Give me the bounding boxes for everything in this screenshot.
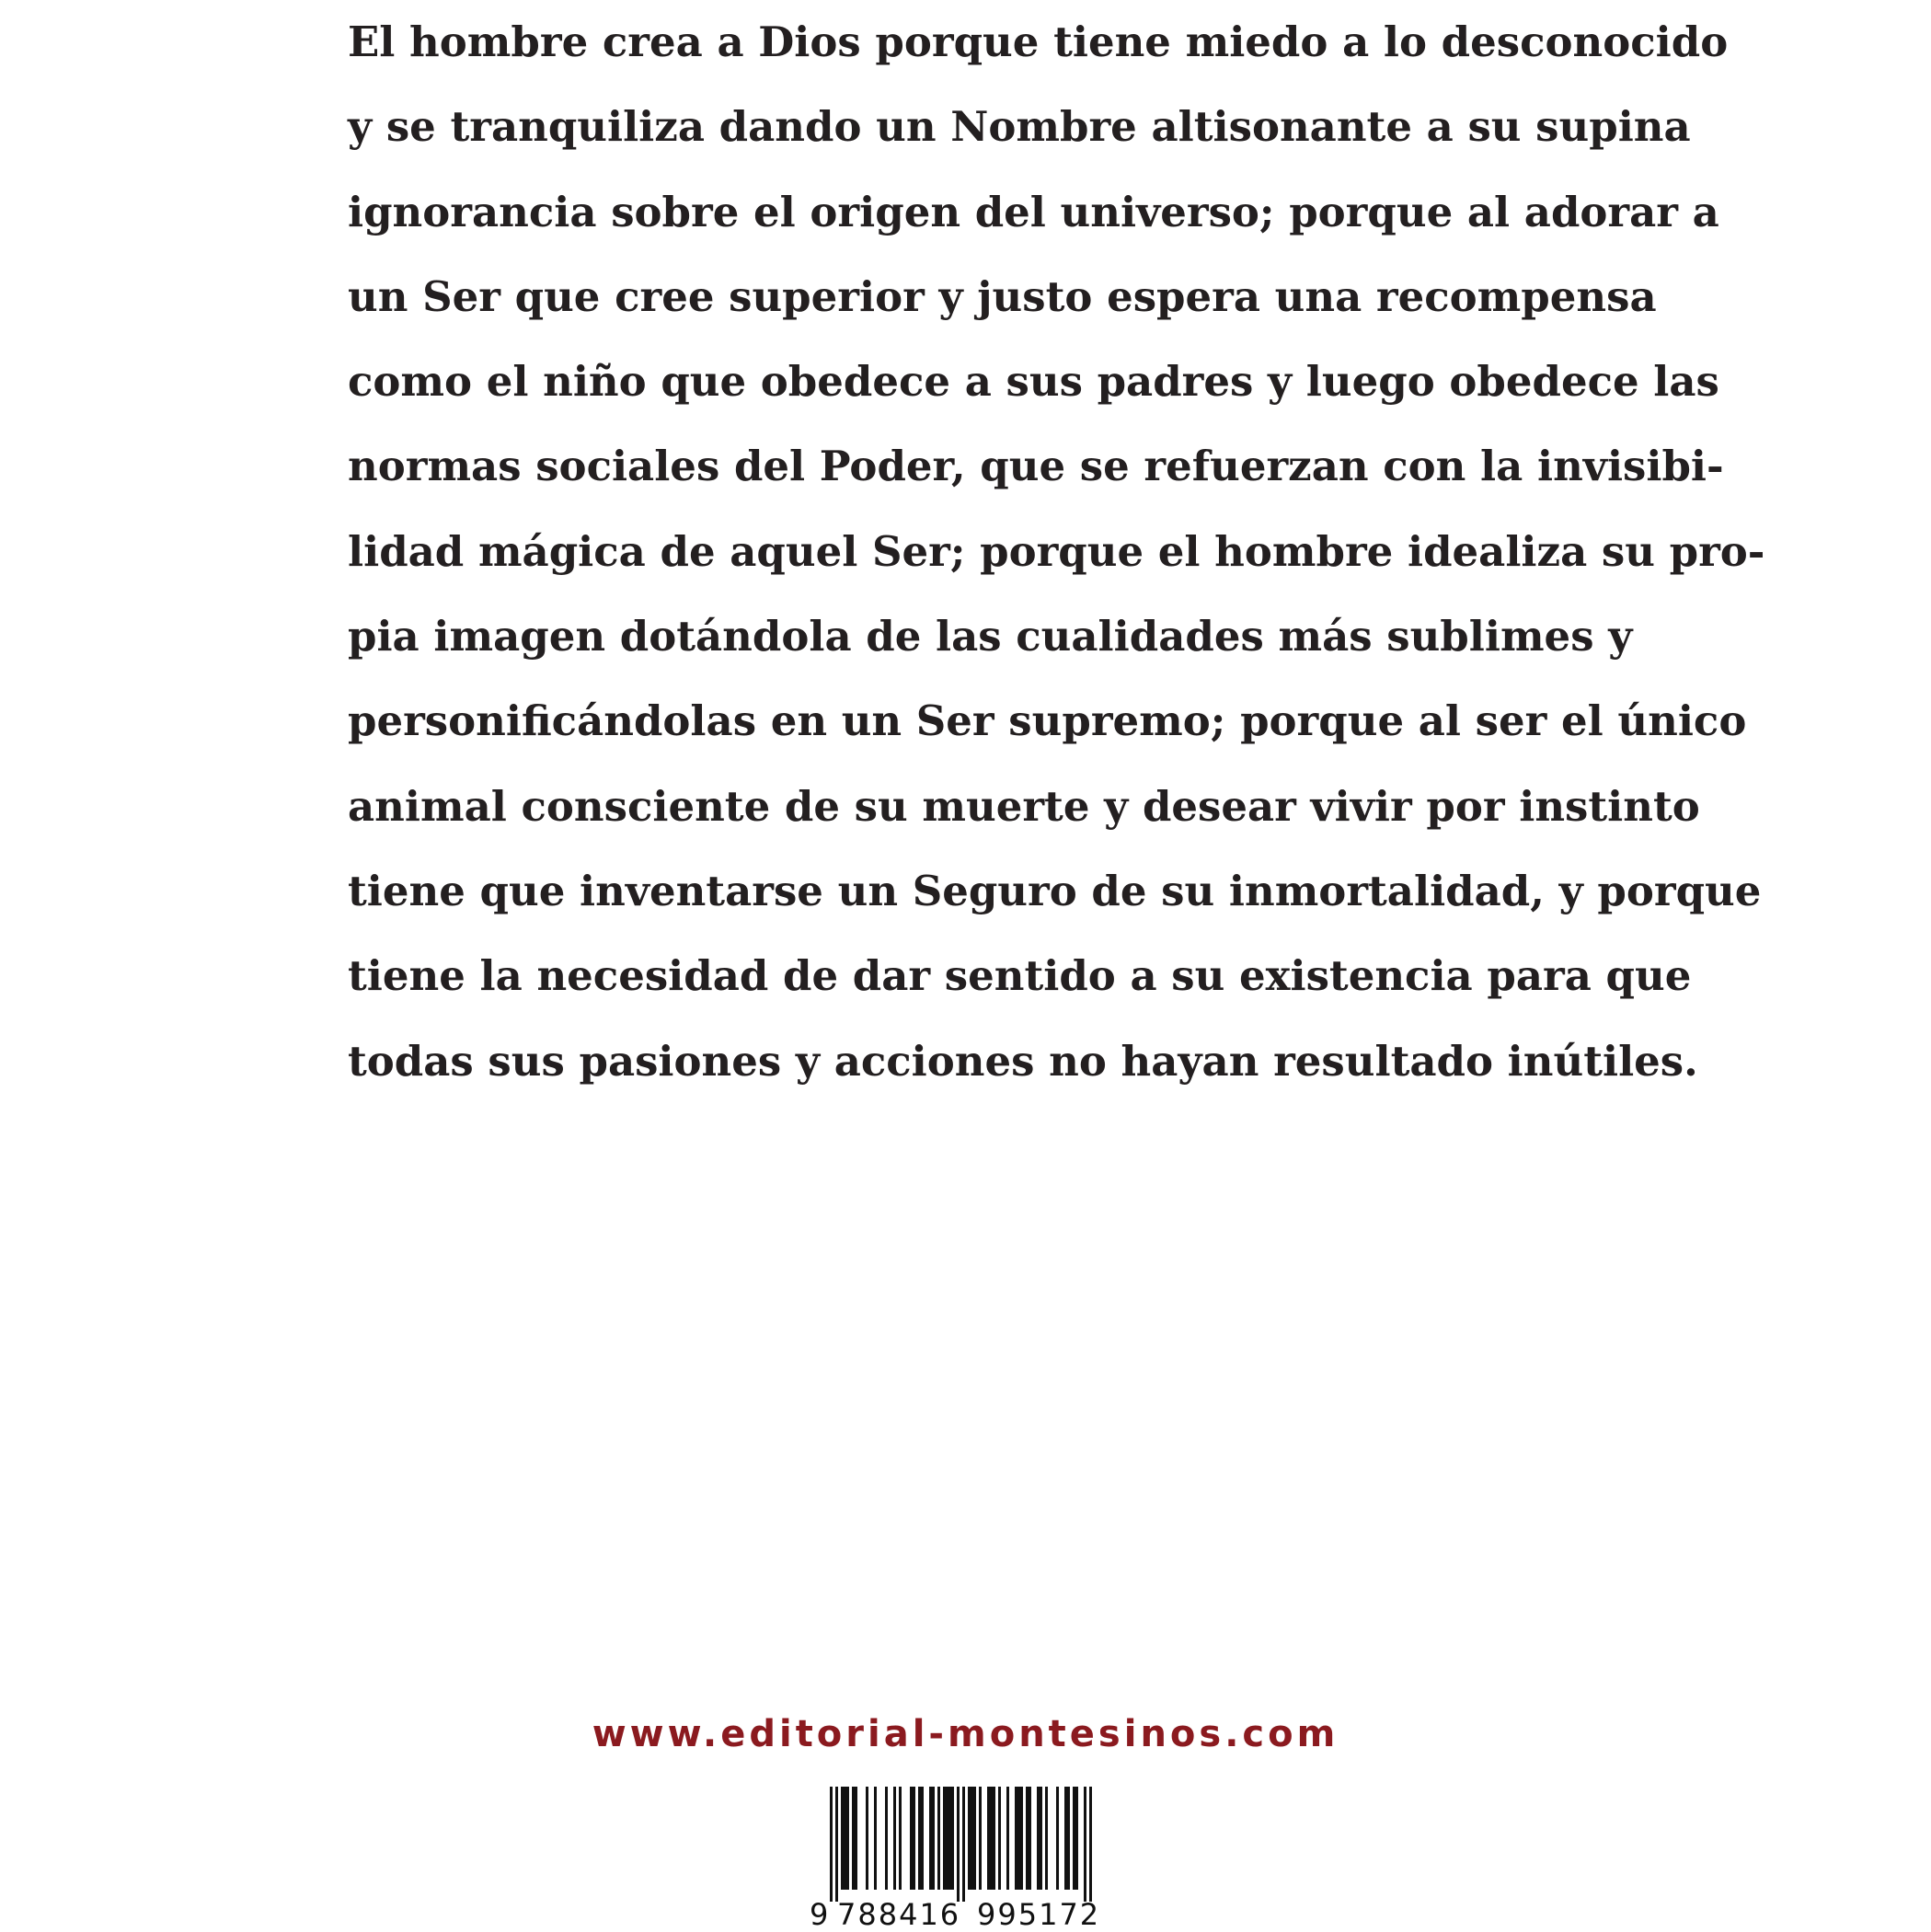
barcode-bar (866, 1787, 868, 1890)
barcode-bar (885, 1787, 888, 1890)
barcode-bar (1026, 1787, 1029, 1890)
barcode-bar (1006, 1787, 1009, 1890)
barcode-bar (1067, 1787, 1070, 1890)
barcode-bar (918, 1787, 921, 1890)
barcode-bar (946, 1787, 948, 1890)
barcode-first-digit: 9 (810, 1897, 829, 1932)
blurb-line: tiene la necesidad de dar sentido a su existencia para que (348, 951, 1692, 1001)
blurb-line: animal consciente de su muerte y desear vivir por instinto (348, 781, 1700, 831)
barcode-bar (1020, 1787, 1023, 1890)
barcode-bar (846, 1787, 849, 1890)
barcode-bar (993, 1787, 995, 1890)
barcode-bar (948, 1787, 951, 1890)
barcode-bar (937, 1787, 940, 1890)
barcode-bar (855, 1787, 857, 1890)
barcode-bar (968, 1787, 971, 1890)
barcode-guard-bar (835, 1787, 838, 1902)
barcode-bar (971, 1787, 973, 1890)
barcode-bar (998, 1787, 1001, 1890)
barcode-guard-bar (1089, 1787, 1092, 1902)
barcode-bar (1045, 1787, 1048, 1890)
blurb-line: un Ser que cree superior y justo espera una recompensa (348, 271, 1657, 321)
barcode-bar (1029, 1787, 1031, 1890)
barcode-bar (874, 1787, 877, 1890)
barcode-bar (990, 1787, 993, 1890)
blurb-line: El hombre crea a Dios porque tiene miedo a lo desconocido (348, 17, 1729, 66)
barcode-bar (932, 1787, 935, 1890)
barcode-bar (973, 1787, 976, 1890)
barcode-bar (1064, 1787, 1067, 1890)
barcode-bar (1075, 1787, 1078, 1890)
barcode-guard-bar (962, 1787, 965, 1902)
barcode-bar (943, 1787, 946, 1890)
barcode-guard-bar (830, 1787, 833, 1902)
barcode-bar (929, 1787, 932, 1890)
blurb-line: pia imagen dotándola de las cualidades más sublimes y (348, 612, 1633, 661)
barcode-bar (987, 1787, 990, 1890)
blurb-line: personificándolas en un Ser supremo; porque al ser el único (348, 696, 1747, 746)
blurb-line: tiene que inventarse un Seguro de su inmortalidad, y porque (348, 866, 1762, 915)
barcode-bar (910, 1787, 913, 1890)
barcode-digits (810, 1897, 1122, 1931)
publisher-url[interactable]: www.editorial-montesinos.com (592, 1713, 1339, 1755)
barcode-bar (893, 1787, 896, 1890)
blurb-line: como el niño que obedece a sus padres y luego obedece las (348, 357, 1719, 407)
barcode-bar (852, 1787, 855, 1890)
blurb-line: todas sus pasiones y acciones no hayan resultado inútiles. (348, 1036, 1698, 1086)
barcode-bar (1017, 1787, 1020, 1890)
barcode-guard-bar (1084, 1787, 1086, 1902)
barcode-left-group: 788416 (837, 1897, 961, 1932)
barcode-bar (921, 1787, 924, 1890)
barcode-bar (899, 1787, 902, 1890)
barcode-bar (1073, 1787, 1075, 1890)
barcode-right-group: 995172 (977, 1897, 1101, 1932)
barcode-bar (951, 1787, 954, 1890)
barcode-bar (913, 1787, 915, 1890)
barcode-bar (844, 1787, 846, 1890)
back-cover-blurb (348, 0, 1765, 1104)
barcode-bar (1037, 1787, 1040, 1890)
isbn-barcode (810, 1787, 1122, 1931)
barcode-guard-bar (957, 1787, 960, 1902)
barcode-bar (1040, 1787, 1042, 1890)
blurb-line: normas sociales del Poder, que se refuerzan con la invisibi- (348, 442, 1724, 491)
barcode-bar (1056, 1787, 1059, 1890)
barcode-bar (841, 1787, 844, 1890)
blurb-line: y se tranquiliza dando un Nombre altisonante a su supina (348, 102, 1691, 152)
barcode-bar (1015, 1787, 1017, 1890)
barcode-bar (979, 1787, 982, 1890)
barcode-bars (810, 1787, 1122, 1902)
blurb-line: lidad mágica de aquel Ser; porque el hombre idealiza su pro- (348, 526, 1765, 576)
blurb-line: ignorancia sobre el origen del universo; porque al adorar a (348, 187, 1719, 236)
